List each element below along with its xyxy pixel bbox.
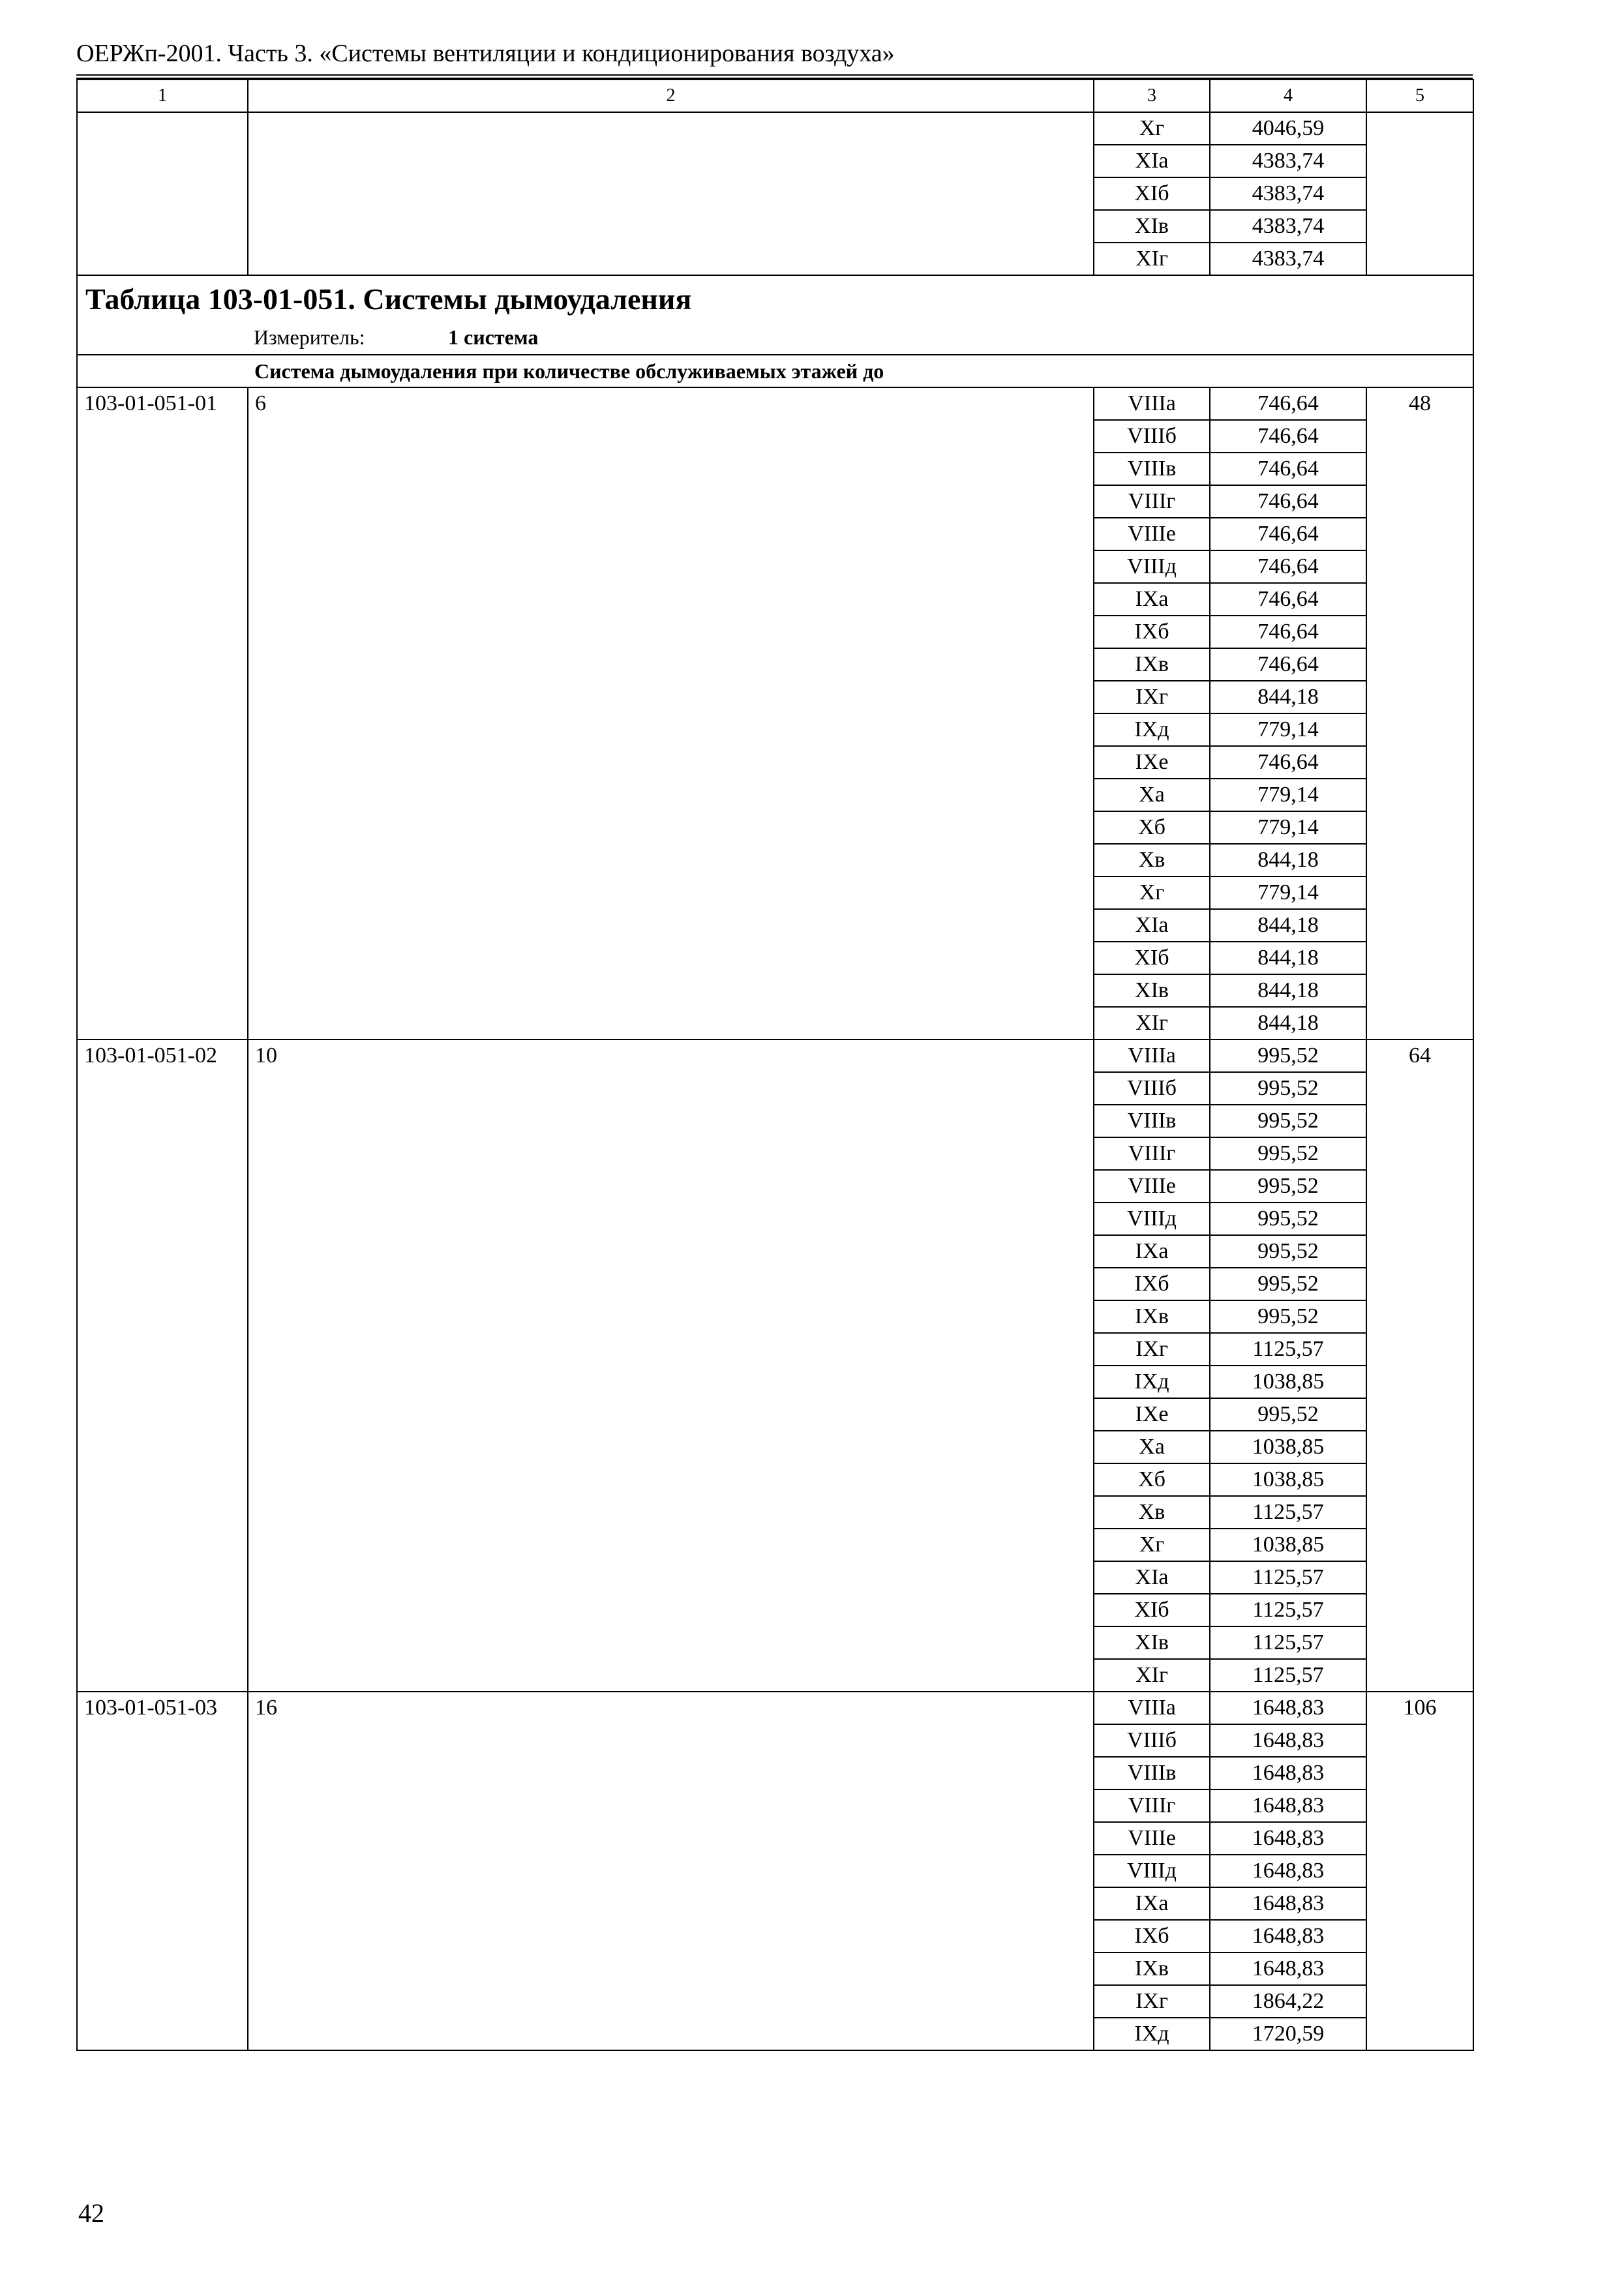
zone-cell: VIIIа	[1094, 1692, 1210, 1724]
price-cell: 746,64	[1210, 746, 1366, 779]
rates-table	[76, 79, 1474, 2051]
column-number-row	[77, 80, 1473, 112]
price-cell: 1125,57	[1210, 1626, 1366, 1659]
zone-cell: IXв	[1094, 1952, 1210, 1985]
price-cell: 1648,83	[1210, 1952, 1366, 1985]
column-number: 2	[248, 80, 1094, 112]
code-cell: 103-01-051-03	[77, 1692, 248, 2050]
zone-cell: VIIIв	[1094, 453, 1210, 485]
price-cell: 995,52	[1210, 1137, 1366, 1170]
price-cell: 1648,83	[1210, 1822, 1366, 1855]
price-cell: 746,64	[1210, 616, 1366, 648]
price-cell: 844,18	[1210, 844, 1366, 876]
meter-label: Измеритель:	[254, 325, 365, 349]
zone-cell: XIг	[1094, 1659, 1210, 1692]
zone-cell: IXа	[1094, 1235, 1210, 1268]
description-cell: 6	[248, 387, 1094, 1040]
zone-cell: VIIIв	[1094, 1757, 1210, 1789]
zone-cell: VIIIв	[1094, 1105, 1210, 1137]
price-cell: 995,52	[1210, 1268, 1366, 1300]
zone-cell: IXд	[1094, 2018, 1210, 2050]
zone-cell: VIIIд	[1094, 1855, 1210, 1887]
zone-cell: IXг	[1094, 1333, 1210, 1366]
price-cell: 1648,83	[1210, 1724, 1366, 1757]
zone-cell: VIIIа	[1094, 387, 1210, 420]
zone-cell: Xб	[1094, 811, 1210, 844]
group-header-cell	[77, 355, 1473, 387]
zone-cell: VIIIд	[1094, 550, 1210, 583]
column-number: 5	[1366, 80, 1473, 112]
zone-cell: VIIIе	[1094, 518, 1210, 550]
price-cell: 995,52	[1210, 1170, 1366, 1203]
zone-cell: IXе	[1094, 1398, 1210, 1431]
zone-cell: Xа	[1094, 1431, 1210, 1463]
column-number: 3	[1094, 80, 1210, 112]
price-cell: 746,64	[1210, 485, 1366, 518]
col5-cell	[1366, 112, 1473, 275]
column-number: 1	[77, 80, 248, 112]
zone-cell: VIIIг	[1094, 485, 1210, 518]
code-cell: 103-01-051-02	[77, 1040, 248, 1692]
zone-cell: VIIIб	[1094, 1072, 1210, 1105]
zone-cell: VIIIе	[1094, 1170, 1210, 1203]
price-cell: 746,64	[1210, 453, 1366, 485]
zone-cell: VIIIг	[1094, 1789, 1210, 1822]
price-cell: 995,52	[1210, 1105, 1366, 1137]
zone-cell: XIб	[1094, 1594, 1210, 1626]
zone-cell: Xб	[1094, 1463, 1210, 1496]
header-rule	[76, 74, 1473, 79]
table-title-row	[77, 275, 1473, 355]
zone-cell: XIг	[1094, 1007, 1210, 1040]
price-cell: 1038,85	[1210, 1529, 1366, 1561]
price-cell: 1038,85	[1210, 1431, 1366, 1463]
zone-cell: Xа	[1094, 779, 1210, 811]
col5-cell: 106	[1366, 1692, 1473, 2050]
price-cell: 746,64	[1210, 387, 1366, 420]
zone-cell: IXв	[1094, 648, 1210, 681]
column-number: 4	[1210, 80, 1366, 112]
zone-cell: XIа	[1094, 909, 1210, 942]
zone-cell: VIIIб	[1094, 420, 1210, 453]
col5-cell: 64	[1366, 1040, 1473, 1692]
col5-cell: 48	[1366, 387, 1473, 1040]
description-cell: 16	[248, 1692, 1094, 2050]
price-cell: 844,18	[1210, 681, 1366, 713]
zone-cell: IXа	[1094, 1887, 1210, 1920]
price-cell: 4383,74	[1210, 243, 1366, 275]
zone-cell: VIIIг	[1094, 1137, 1210, 1170]
zone-cell: XIв	[1094, 974, 1210, 1007]
zone-cell: XIб	[1094, 177, 1210, 210]
zone-cell: Xг	[1094, 1529, 1210, 1561]
zone-cell: XIв	[1094, 1626, 1210, 1659]
zone-cell: Xг	[1094, 112, 1210, 145]
price-cell: 995,52	[1210, 1072, 1366, 1105]
price-cell: 1648,83	[1210, 1887, 1366, 1920]
code-cell	[77, 112, 248, 275]
table-title: Таблица 103-01-051. Системы дымоудаления	[85, 282, 692, 316]
meter-value: 1 система	[448, 325, 539, 349]
price-cell: 746,64	[1210, 550, 1366, 583]
zone-cell: VIIIд	[1094, 1203, 1210, 1235]
price-cell: 844,18	[1210, 942, 1366, 974]
zone-cell: IXг	[1094, 1985, 1210, 2018]
price-cell: 1648,83	[1210, 1757, 1366, 1789]
price-cell: 844,18	[1210, 1007, 1366, 1040]
zone-cell: IXб	[1094, 1920, 1210, 1952]
zone-cell: IXб	[1094, 616, 1210, 648]
zone-cell: XIг	[1094, 243, 1210, 275]
zone-cell: Xв	[1094, 1496, 1210, 1529]
price-cell: 1648,83	[1210, 1920, 1366, 1952]
price-cell: 1125,57	[1210, 1561, 1366, 1594]
table-row	[77, 112, 1473, 145]
table-row	[77, 1040, 1473, 1072]
zone-cell: IXа	[1094, 583, 1210, 616]
price-cell: 779,14	[1210, 876, 1366, 909]
price-cell: 995,52	[1210, 1398, 1366, 1431]
description-cell: 10	[248, 1040, 1094, 1692]
zone-cell: XIв	[1094, 210, 1210, 243]
zone-cell: IXв	[1094, 1300, 1210, 1333]
zone-cell: XIа	[1094, 1561, 1210, 1594]
zone-cell: VIIIа	[1094, 1040, 1210, 1072]
zone-cell: IXе	[1094, 746, 1210, 779]
zone-cell: XIа	[1094, 145, 1210, 177]
code-cell: 103-01-051-01	[77, 387, 248, 1040]
zone-cell: IXг	[1094, 681, 1210, 713]
price-cell: 4383,74	[1210, 177, 1366, 210]
price-cell: 4383,74	[1210, 210, 1366, 243]
price-cell: 746,64	[1210, 648, 1366, 681]
price-cell: 1038,85	[1210, 1463, 1366, 1496]
price-cell: 844,18	[1210, 909, 1366, 942]
price-cell: 779,14	[1210, 713, 1366, 746]
zone-cell: IXб	[1094, 1268, 1210, 1300]
price-cell: 995,52	[1210, 1040, 1366, 1072]
price-cell: 995,52	[1210, 1235, 1366, 1268]
price-cell: 1720,59	[1210, 2018, 1366, 2050]
price-cell: 995,52	[1210, 1203, 1366, 1235]
price-cell: 1864,22	[1210, 1985, 1366, 2018]
price-cell: 1125,57	[1210, 1496, 1366, 1529]
zone-cell: VIIIб	[1094, 1724, 1210, 1757]
price-cell: 995,52	[1210, 1300, 1366, 1333]
price-cell: 1125,57	[1210, 1594, 1366, 1626]
description-cell	[248, 112, 1094, 275]
price-cell: 4046,59	[1210, 112, 1366, 145]
zone-cell: IXд	[1094, 713, 1210, 746]
group-header-row	[77, 355, 1473, 387]
table-title-cell	[77, 275, 1473, 355]
price-cell: 1648,83	[1210, 1692, 1366, 1724]
price-cell: 1125,57	[1210, 1659, 1366, 1692]
price-cell: 746,64	[1210, 518, 1366, 550]
group-title: Система дымоудаления при количестве обслуживаемых этажей до	[254, 359, 884, 383]
zone-cell: VIIIе	[1094, 1822, 1210, 1855]
price-cell: 1648,83	[1210, 1855, 1366, 1887]
price-cell: 4383,74	[1210, 145, 1366, 177]
price-cell: 1648,83	[1210, 1789, 1366, 1822]
table-row	[77, 1692, 1473, 1724]
price-cell: 746,64	[1210, 420, 1366, 453]
price-cell: 779,14	[1210, 811, 1366, 844]
zone-cell: XIб	[1094, 942, 1210, 974]
price-cell: 844,18	[1210, 974, 1366, 1007]
document-header: ОЕРЖп-2001. Часть 3. «Системы вентиляции и кондиционирования воздуха»	[76, 40, 895, 67]
price-cell: 746,64	[1210, 583, 1366, 616]
price-cell: 779,14	[1210, 779, 1366, 811]
price-cell: 1125,57	[1210, 1333, 1366, 1366]
zone-cell: IXд	[1094, 1366, 1210, 1398]
table-row	[77, 387, 1473, 420]
price-cell: 1038,85	[1210, 1366, 1366, 1398]
page-number: 42	[78, 2198, 104, 2228]
zone-cell: Xг	[1094, 876, 1210, 909]
zone-cell: Xв	[1094, 844, 1210, 876]
